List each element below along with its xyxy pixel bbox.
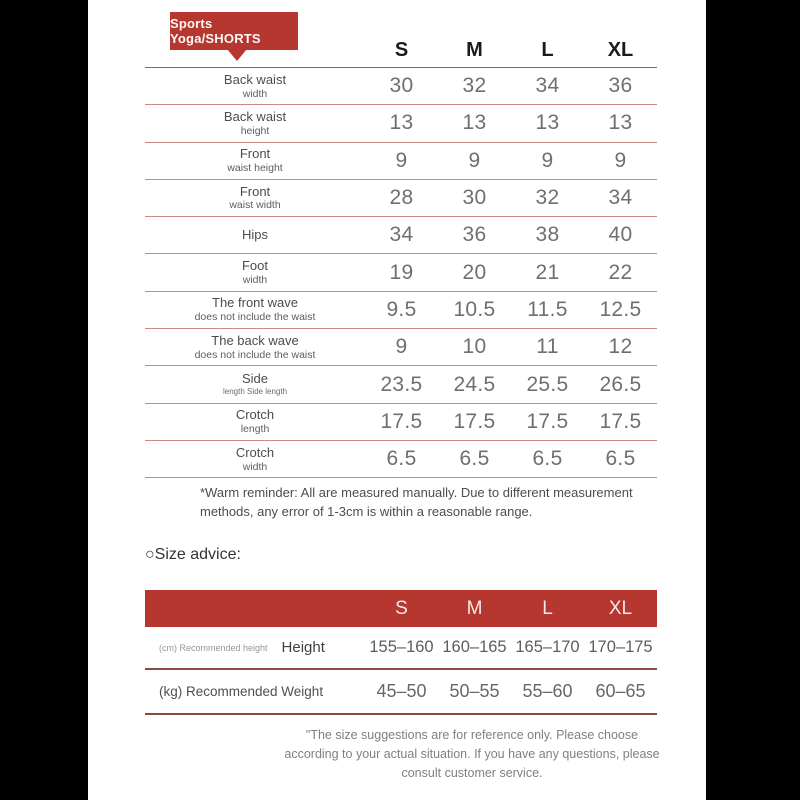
- size-chart-page: [88, 0, 706, 800]
- row-label-cell: [145, 446, 365, 473]
- cell-value: 6.5: [459, 447, 490, 471]
- table-row: [145, 292, 657, 329]
- cell-value: 17.5: [526, 409, 569, 433]
- cell-value: 9: [541, 148, 554, 172]
- cell-value: 17.5: [380, 409, 423, 433]
- cell-value: 34: [608, 186, 633, 210]
- cell-value: 23.5: [380, 372, 423, 396]
- cell-value: 6.5: [386, 447, 417, 471]
- row-label: Hips: [241, 226, 268, 242]
- cell-value: 17.5: [453, 409, 496, 433]
- cell-value: 21: [535, 260, 560, 284]
- cell-value: 30: [462, 186, 487, 210]
- row-sublabel: length Side length: [222, 387, 288, 397]
- row-label: Front: [239, 183, 271, 199]
- row-label: Back waist: [223, 108, 287, 124]
- cell-value: 9: [395, 335, 408, 359]
- cell-value: 6.5: [605, 447, 636, 471]
- row-label: Side: [241, 371, 269, 387]
- cell-value: 10: [462, 335, 487, 359]
- table-row: [145, 105, 657, 142]
- row-label-cell: [145, 334, 365, 361]
- cell-value: 11.5: [527, 297, 568, 321]
- table-row: [145, 366, 657, 403]
- weight-row-labels: [145, 684, 365, 699]
- table-row: [145, 68, 657, 105]
- cell-value: 12: [608, 335, 633, 359]
- weight-row: [145, 670, 657, 715]
- row-sublabel: does not include the waist: [194, 348, 316, 361]
- weight-unit-label: (kg) Recommended Weight: [159, 684, 324, 699]
- size-advice-heading: ○Size advice:: [145, 546, 241, 563]
- table-row: [145, 441, 657, 478]
- cell-value: 9: [614, 148, 627, 172]
- row-label-cell: [145, 372, 365, 396]
- height-value: 160–165: [442, 638, 507, 656]
- left-black-bar: [0, 0, 88, 800]
- height-value: 155–160: [369, 638, 434, 656]
- height-label: Height: [281, 639, 325, 656]
- table-row: [145, 404, 657, 441]
- cell-value: 36: [608, 74, 633, 98]
- cell-value: 13: [535, 111, 560, 135]
- size-column-header: XL: [607, 39, 634, 61]
- height-unit-label: (cm) Recommended height: [159, 642, 268, 653]
- advice-column-header: L: [542, 597, 553, 619]
- height-row: [145, 627, 657, 670]
- height-row-labels: [145, 639, 365, 656]
- cell-value: 9.5: [386, 297, 417, 321]
- table-row: [145, 217, 657, 254]
- cell-value: 19: [389, 260, 414, 284]
- cell-value: 13: [608, 111, 633, 135]
- row-label-cell: [145, 147, 365, 174]
- cell-value: 6.5: [532, 447, 563, 471]
- cell-value: 34: [535, 74, 560, 98]
- cell-value: 20: [462, 260, 487, 284]
- cell-value: 26.5: [599, 372, 642, 396]
- cell-value: 34: [389, 223, 414, 247]
- row-sublabel: height: [240, 124, 270, 137]
- row-sublabel: waist height: [227, 162, 283, 175]
- size-advice-table: [145, 590, 657, 715]
- size-column-header: M: [466, 39, 483, 61]
- weight-value: 50–55: [449, 681, 500, 701]
- warm-reminder-note: *Warm reminder: All are measured manually. Due to different measurement methods, any error of 1-3cm is within a reasonable range.: [200, 485, 633, 519]
- cell-value: 32: [462, 74, 487, 98]
- cell-value: 22: [608, 260, 633, 284]
- row-label-cell: [145, 259, 365, 286]
- cell-value: 9: [395, 148, 408, 172]
- weight-value: 55–60: [522, 681, 573, 701]
- right-black-bar: [706, 0, 800, 800]
- cell-value: 25.5: [526, 372, 569, 396]
- product-tag-label: Sports Yoga/SHORTS: [170, 16, 261, 46]
- table-row: [145, 143, 657, 180]
- row-label: Back waist: [223, 71, 287, 87]
- row-label-cell: [145, 73, 365, 100]
- cell-value: 13: [462, 111, 487, 135]
- row-sublabel: width: [242, 87, 268, 100]
- advice-column-header: M: [466, 597, 483, 619]
- row-sublabel: does not include the waist: [194, 311, 316, 324]
- cell-value: 28: [389, 186, 414, 210]
- row-sublabel: width: [242, 274, 268, 287]
- row-label-cell: [145, 185, 365, 212]
- row-label: Front: [239, 146, 271, 162]
- advice-column-header: XL: [608, 597, 633, 619]
- row-label-cell: [145, 296, 365, 323]
- cell-value: 38: [535, 223, 560, 247]
- weight-value: 60–65: [595, 681, 646, 701]
- height-value: 165–170: [515, 638, 580, 656]
- measurement-table-body: [145, 68, 657, 478]
- row-sublabel: length: [240, 423, 270, 436]
- cell-value: 36: [462, 223, 487, 247]
- row-sublabel: waist width: [229, 199, 281, 212]
- row-label: Crotch: [235, 407, 275, 423]
- row-label: Foot: [241, 258, 268, 274]
- cell-value: 10.5: [453, 297, 496, 321]
- table-row: [145, 254, 657, 291]
- row-sublabel: width: [242, 460, 268, 473]
- height-value: 170–175: [588, 638, 653, 656]
- cell-value: 13: [389, 111, 414, 135]
- weight-value: 45–50: [376, 681, 427, 701]
- table-row: [145, 329, 657, 366]
- cell-value: 32: [535, 186, 560, 210]
- row-label-cell: [145, 408, 365, 435]
- row-label: The back wave: [211, 332, 299, 348]
- cell-value: 11: [536, 335, 559, 359]
- advice-column-header: S: [395, 597, 408, 619]
- cell-value: 9: [468, 148, 481, 172]
- cell-value: 24.5: [453, 372, 496, 396]
- size-column-header: L: [541, 39, 554, 61]
- row-label-cell: [145, 228, 365, 243]
- size-column-header: S: [394, 39, 409, 61]
- cell-value: 40: [608, 223, 633, 247]
- size-advice-footnote: "The size suggestions are for reference only. Please choose according to your actual situation. If you have any questions, please consult customer service.: [284, 728, 660, 780]
- measurement-table: [145, 28, 657, 478]
- cell-value: 17.5: [599, 409, 642, 433]
- size-advice-header-bar: [145, 590, 657, 627]
- row-label: Crotch: [235, 444, 275, 460]
- row-label-cell: [145, 110, 365, 137]
- row-label: The front wave: [212, 295, 298, 311]
- cell-value: 30: [389, 74, 414, 98]
- table-row: [145, 180, 657, 217]
- cell-value: 12.5: [599, 297, 642, 321]
- measurement-table-header: [145, 28, 657, 68]
